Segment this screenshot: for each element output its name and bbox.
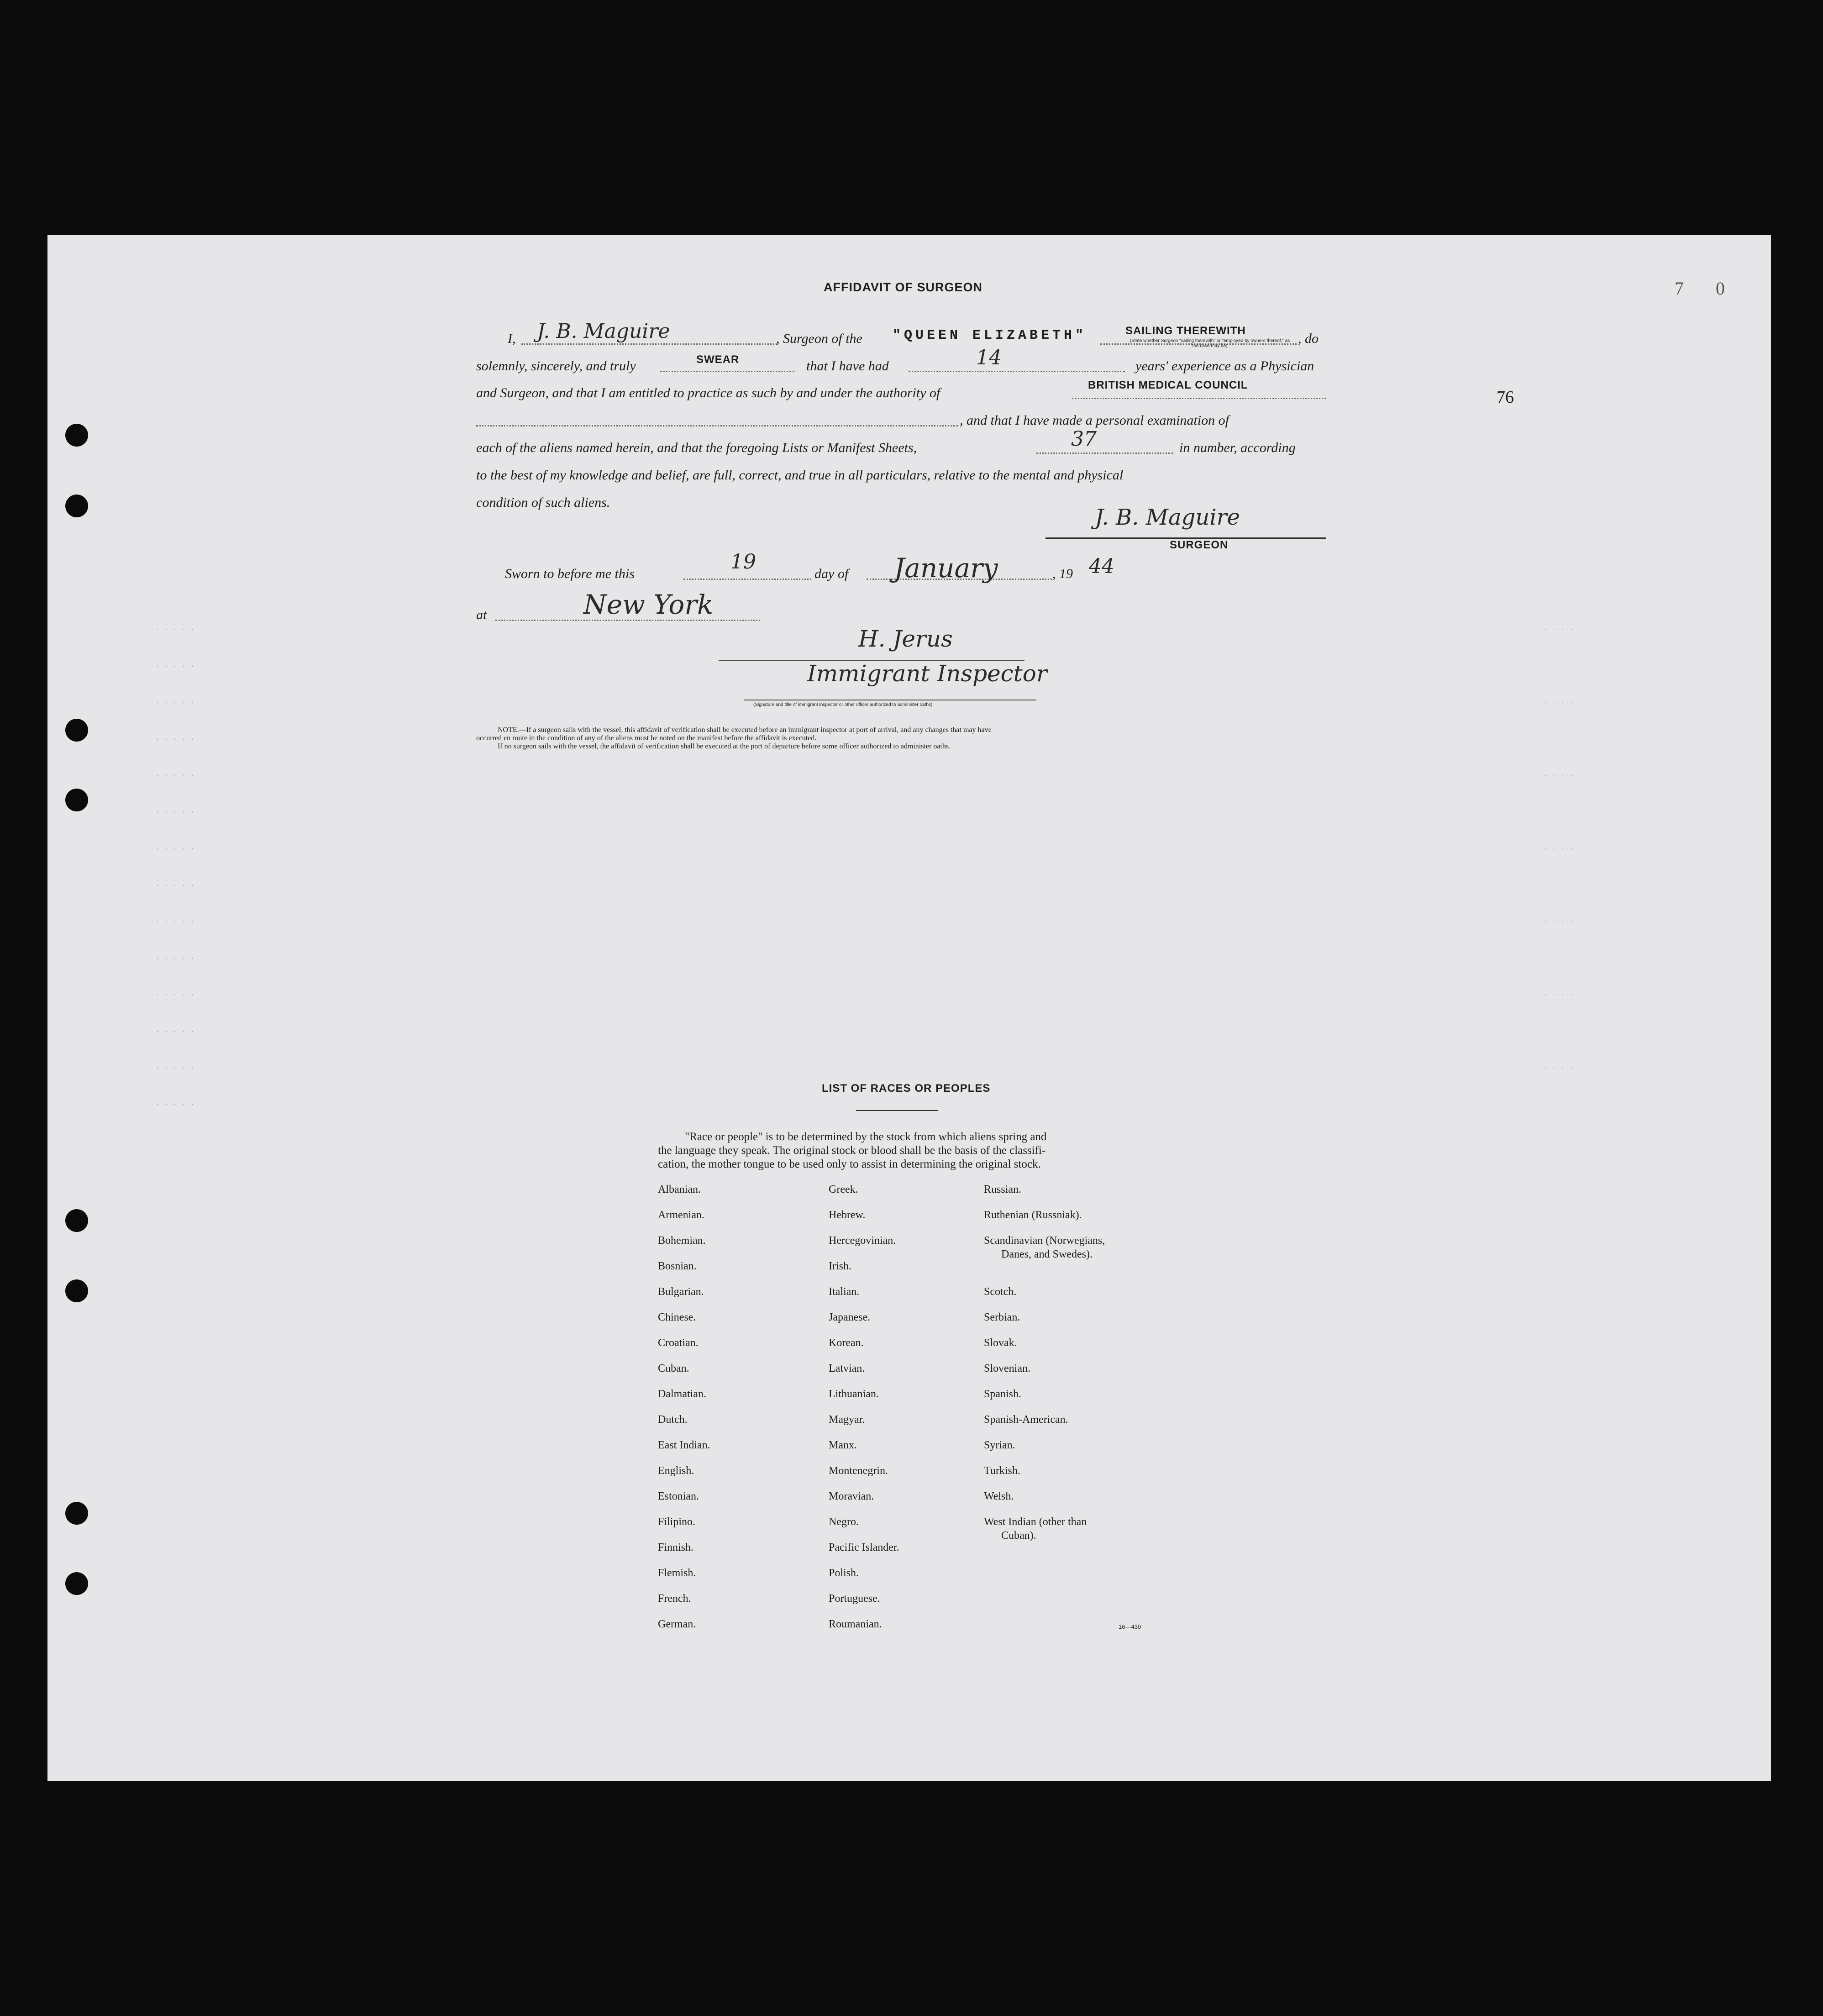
sworn-day-label: day of [814, 566, 849, 581]
corner-marks: 7 0 [1675, 278, 1739, 299]
race-item: Albanian. [658, 1184, 701, 1195]
binder-hole [65, 424, 88, 447]
race-item: Scotch. [984, 1286, 1017, 1298]
race-item: Danes, and Swedes). [1001, 1248, 1093, 1260]
binder-hole [65, 1209, 88, 1232]
line1-end: , do [1298, 331, 1319, 346]
race-item: Bosnian. [658, 1260, 697, 1272]
race-item: Estonian. [658, 1490, 699, 1502]
races-desc-3: cation, the mother tongue to be used only to assist in determining the original stock. [658, 1158, 1041, 1170]
affidavit-title: AFFIDAVIT OF SURGEON [824, 280, 982, 294]
line5-end: in number, according [1179, 440, 1296, 455]
line1-lead: I, [508, 331, 516, 346]
binder-hole [65, 1502, 88, 1525]
race-item: Filipino. [658, 1516, 696, 1528]
race-item: Slovenian. [984, 1363, 1030, 1374]
binder-hole [65, 1279, 88, 1302]
race-item: Italian. [829, 1286, 860, 1298]
sworn-lead: Sworn to before me this [505, 566, 635, 581]
races-title-rule [856, 1110, 938, 1111]
race-item: Armenian. [658, 1209, 704, 1221]
race-item: Manx. [829, 1439, 857, 1451]
authority-stamp: BRITISH MEDICAL COUNCIL [1088, 379, 1248, 391]
years-value: 14 [976, 346, 1002, 369]
relationship-stamp: SAILING THEREWITH [1125, 325, 1246, 337]
races-title: LIST OF RACES OR PEOPLES [822, 1082, 991, 1095]
dotted-fill [909, 371, 1125, 372]
race-item: English. [658, 1465, 694, 1477]
line2-end: years' experience as a Physician [1135, 358, 1314, 374]
sworn-place: New York [583, 589, 714, 620]
race-item: Lithuanian. [829, 1388, 879, 1400]
race-item: Ruthenian (Russniak). [984, 1209, 1082, 1221]
line3-lead: and Surgeon, and that I am entitled to practice as such by and under the authority of [476, 385, 940, 400]
line2-mid: that I have had [806, 358, 889, 374]
race-item: Bohemian. [658, 1235, 706, 1247]
race-item: Bulgarian. [658, 1286, 704, 1298]
race-item: German. [658, 1618, 696, 1630]
race-item: Portuguese. [829, 1593, 880, 1605]
race-item: Magyar. [829, 1414, 865, 1426]
race-item: West Indian (other than [984, 1516, 1087, 1528]
line1-mid: , Surgeon of the [776, 331, 862, 346]
race-item: Syrian. [984, 1439, 1015, 1451]
race-item: Welsh. [984, 1490, 1014, 1502]
officer-signature: H. Jerus [858, 626, 953, 652]
race-item: Moravian. [829, 1490, 874, 1502]
race-item: French. [658, 1593, 691, 1605]
sworn-day: 19 [730, 550, 756, 574]
races-desc-2: the language they speak. The original stock or blood shall be the basis of the classifi- [658, 1144, 1046, 1157]
sworn-year: 44 [1089, 555, 1114, 578]
race-item: Spanish. [984, 1388, 1022, 1400]
line6: to the best of my knowledge and belief, are full, correct, and true in all particulars, relative to the mental and physical [476, 468, 1124, 483]
race-item: Hercegovinian. [829, 1235, 896, 1247]
race-item: Irish. [829, 1260, 851, 1272]
oath-stamp: SWEAR [696, 353, 740, 366]
race-item: Russian. [984, 1184, 1022, 1195]
line2-lead: solemnly, sincerely, and truly [476, 358, 636, 374]
race-item: Scandinavian (Norwegians, [984, 1235, 1105, 1247]
dotted-fill [521, 343, 777, 345]
race-item: Japanese. [829, 1311, 871, 1323]
sworn-year-prefix: , 19 [1052, 566, 1073, 581]
race-item: Cuban. [658, 1363, 689, 1374]
surgeon-name: J. B. Maguire [537, 320, 670, 343]
dotted-fill [1036, 453, 1173, 454]
race-item: Flemish. [658, 1567, 696, 1579]
line4-end: , and that I have made a personal examination of [960, 413, 1229, 428]
race-item: Dalmatian. [658, 1388, 706, 1400]
surgeon-label: SURGEON [1170, 539, 1229, 551]
sheets-value: 37 [1071, 427, 1097, 451]
race-item: Chinese. [658, 1311, 696, 1323]
at-label: at [476, 607, 487, 622]
document-sheet [47, 235, 1771, 1781]
race-item: Latvian. [829, 1363, 865, 1374]
race-item: Negro. [829, 1516, 859, 1528]
race-item: Polish. [829, 1567, 859, 1579]
line7: condition of such aliens. [476, 495, 610, 510]
binder-hole [65, 495, 88, 517]
sworn-month: January [894, 553, 998, 584]
binder-hole [65, 1572, 88, 1595]
dotted-fill [1072, 398, 1326, 399]
dotted-fill [683, 579, 811, 580]
relationship-hint: (State whether Surgeon "sailing therewith" or "employed by owners thereof," as the case may be) [1130, 338, 1290, 348]
races-desc-1: "Race or people" is to be determined by the stock from which aliens spring and [685, 1131, 1047, 1143]
affidavit-note-2: occurred en route in the condition of any of the aliens must be noted on the manifest before the affidavit is executed. [476, 734, 817, 742]
line5-lead: each of the aliens named herein, and that the foregoing Lists or Manifest Sheets, [476, 440, 917, 455]
race-item: Spanish-American. [984, 1414, 1068, 1426]
race-item: Slovak. [984, 1337, 1017, 1349]
form-number: 16—430 [1119, 1623, 1141, 1630]
vessel-name: "QUEEN ELIZABETH" [893, 328, 1087, 343]
race-item: Montenegrin. [829, 1465, 888, 1477]
officer-title: Immigrant Inspector [807, 660, 1047, 687]
race-item: Dutch. [658, 1414, 688, 1426]
race-item: Finnish. [658, 1542, 694, 1553]
affidavit-note-3: If no surgeon sails with the vessel, the affidavit of verification shall be executed at the port of departure before some officer authorized to administer oaths. [498, 742, 951, 750]
race-item: Croatian. [658, 1337, 699, 1349]
race-item: Greek. [829, 1184, 858, 1195]
officer-caption: (Signature and title of immigrant inspector or other officer authorized to administer oaths) [753, 702, 933, 707]
dotted-fill [660, 371, 794, 372]
race-item: East Indian. [658, 1439, 710, 1451]
dotted-fill [476, 425, 958, 426]
race-item: Serbian. [984, 1311, 1020, 1323]
race-item: Hebrew. [829, 1209, 866, 1221]
race-item: Korean. [829, 1337, 864, 1349]
affidavit-note-1: NOTE.—If a surgeon sails with the vessel, this affidavit of verification shall be executed before an immigrant inspector at port of arrival, and any changes that may have [498, 726, 992, 734]
race-item: Cuban). [1001, 1530, 1036, 1542]
binder-hole [65, 789, 88, 811]
page-number: 76 [1497, 388, 1514, 407]
race-item: Pacific Islander. [829, 1542, 899, 1553]
race-item: Turkish. [984, 1465, 1020, 1477]
surgeon-signature: J. B. Maguire [1095, 505, 1240, 530]
binder-hole [65, 719, 88, 742]
race-item: Roumanian. [829, 1618, 882, 1630]
